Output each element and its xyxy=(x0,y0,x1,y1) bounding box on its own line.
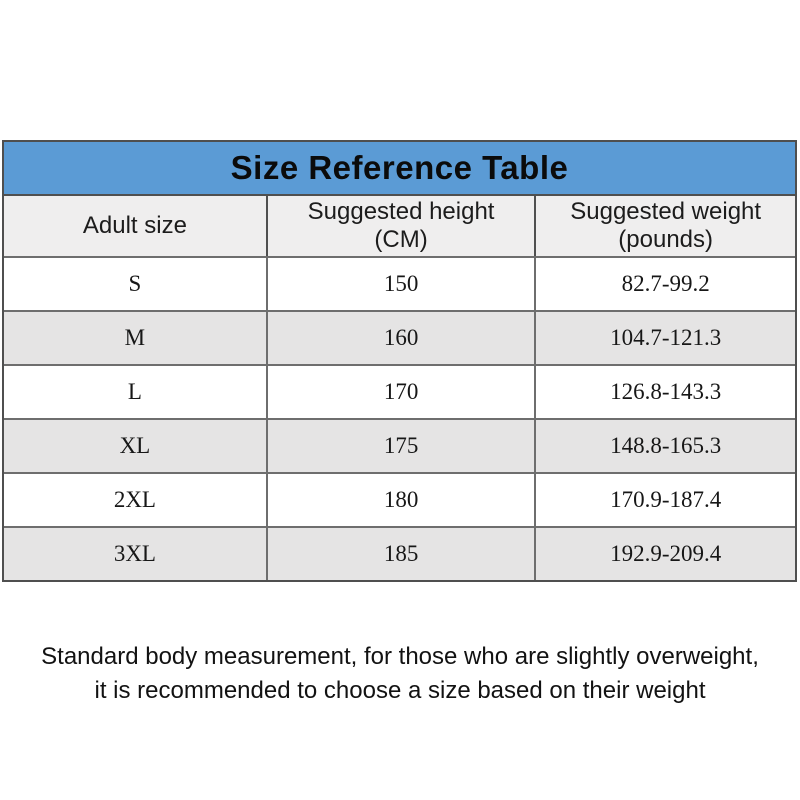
height-cell: 150 xyxy=(266,258,537,310)
measurement-note xyxy=(0,640,800,708)
header-cell-suggested-height: Suggested height (CM) xyxy=(266,196,537,256)
weight-cell: 104.7-121.3 xyxy=(610,325,722,350)
weight-cell: 170.9-187.4 xyxy=(610,487,722,512)
table-row-2xl xyxy=(4,472,795,526)
table-row-xl xyxy=(4,418,795,472)
size-cell: 2XL xyxy=(113,487,156,512)
weight-cell: 148.8-165.3 xyxy=(610,433,722,458)
table-row-m xyxy=(4,310,795,364)
table-row-l xyxy=(4,364,795,418)
weight-cell: 126.8-143.3 xyxy=(610,379,722,404)
height-cell: 170 xyxy=(266,366,537,418)
weight-cell: 82.7-99.2 xyxy=(621,271,710,296)
measurement-note-line1: Standard body measurement, for those who are slightly overweight, xyxy=(41,643,759,670)
measurement-note-line2: it is recommended to choose a size based on their weight xyxy=(94,677,706,704)
height-cell: 160 xyxy=(266,312,537,364)
height-cell: 175 xyxy=(266,420,537,472)
size-reference-table xyxy=(2,140,797,582)
table-row-s xyxy=(4,256,795,310)
size-cell: 3XL xyxy=(113,541,156,566)
size-cell: XL xyxy=(119,433,151,458)
table-row-3xl xyxy=(4,526,795,580)
weight-cell: 192.9-209.4 xyxy=(610,541,722,566)
size-cell: L xyxy=(127,379,142,404)
size-cell: M xyxy=(124,325,146,350)
size-cell: S xyxy=(128,271,142,296)
table-title: Size Reference Table xyxy=(230,149,569,186)
header-cell-suggested-weight: Suggested weight (pounds) xyxy=(570,198,762,253)
height-cell: 185 xyxy=(266,528,537,580)
header-cell-adult-size: Adult size xyxy=(82,212,187,240)
table-title-band xyxy=(4,142,795,194)
height-cell: 180 xyxy=(266,474,537,526)
table-header-row xyxy=(4,194,795,256)
